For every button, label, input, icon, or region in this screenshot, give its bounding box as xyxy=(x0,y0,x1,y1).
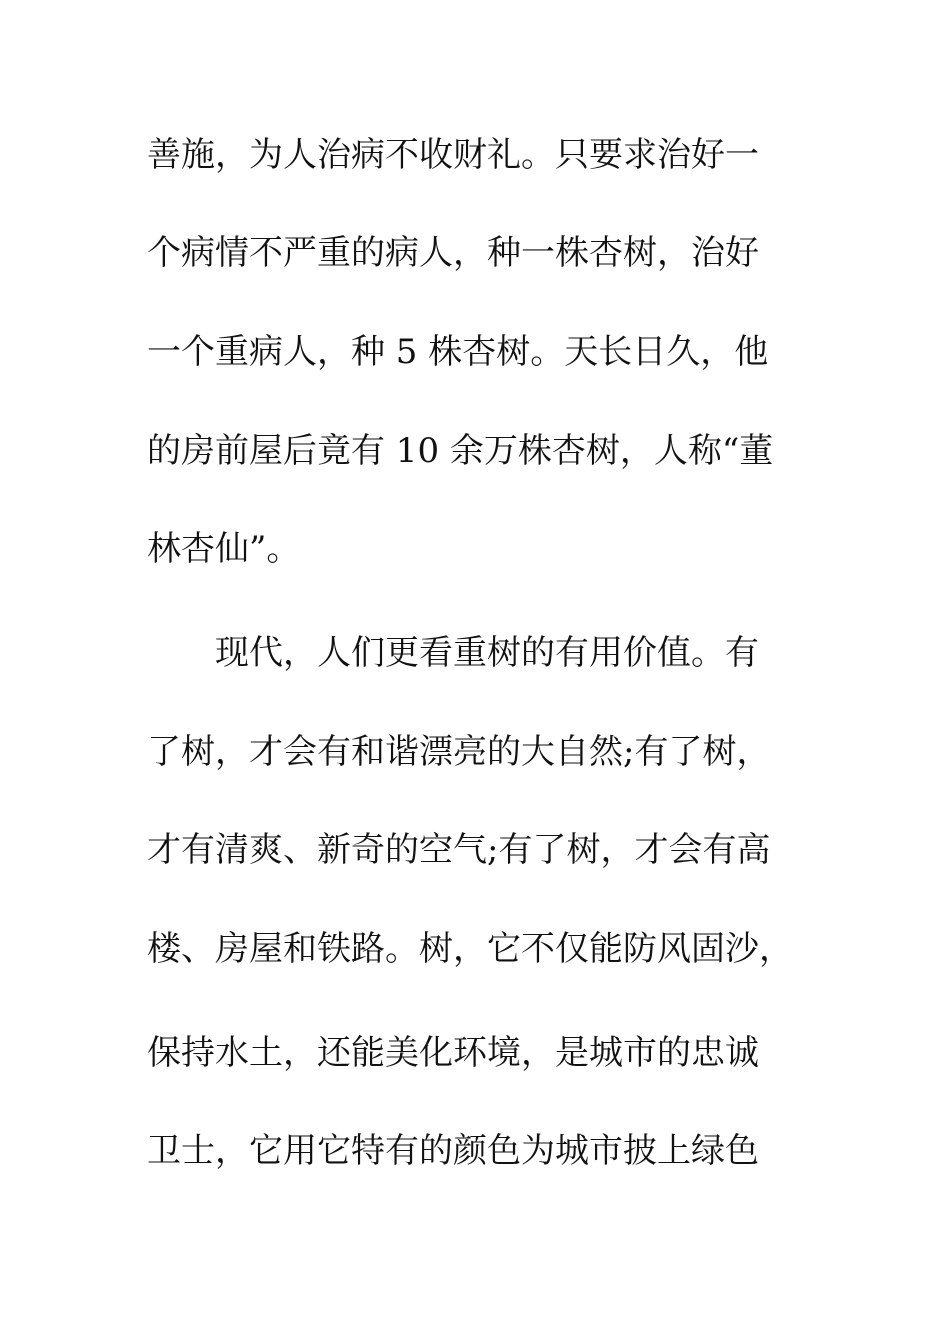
text-line: 一个重病人，种 5 株杏树。天长日久，他 xyxy=(147,332,769,372)
text-line: 保持水土，还能美化环境，是城市的忠诚 xyxy=(147,1033,759,1073)
text-line: 林杏仙”。 xyxy=(147,529,301,569)
text-line: 才有清爽、新奇的空气;有了树，才会有高 xyxy=(147,830,771,870)
text-line: 卫士，它用它特有的颜色为城市披上绿色 xyxy=(147,1131,759,1171)
text-line: 的房前屋后竟有 10 余万株杏树，人称“董 xyxy=(147,431,774,471)
text-line: 个病情不严重的病人，种一株杏树，治好 xyxy=(147,233,759,273)
paragraph-first-line: 现代，人们更看重树的有用价值。有 xyxy=(215,633,759,673)
text-line: 了树，才会有和谐漂亮的大自然;有了树， xyxy=(147,732,771,772)
text-line: 善施，为人治病不收财礼。只要求治好一 xyxy=(147,135,759,175)
text-line: 楼、房屋和铁路。树，它不仅能防风固沙， xyxy=(147,929,793,969)
